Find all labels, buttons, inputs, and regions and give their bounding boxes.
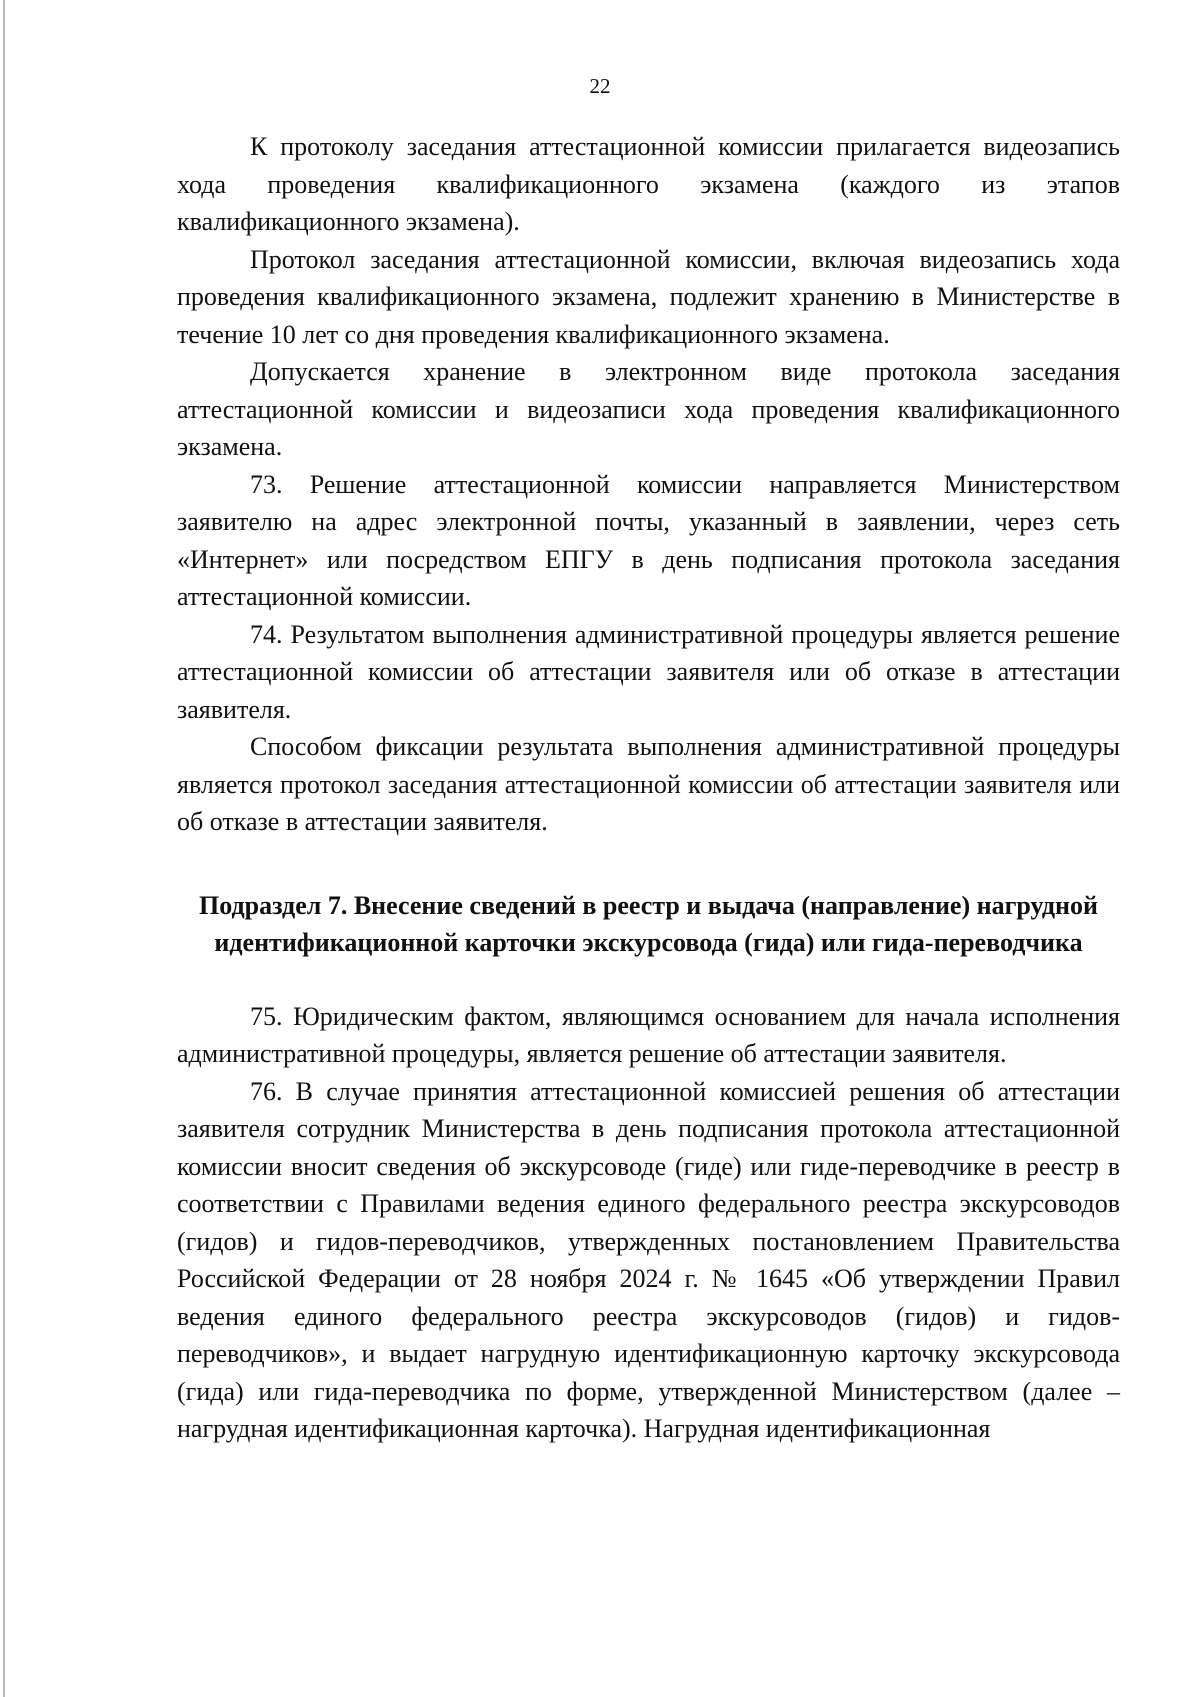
paragraph-electronic-storage: Допускается хранение в электронном виде протокола заседания аттестационной комиссии и видеозаписи хода проведения квалификационного экзамена.: [177, 357, 1120, 461]
paragraph-75: 75. Юридическим фактом, являющимся основанием для начала исполнения административной процедуры, является решение об аттестации заявителя.: [177, 1001, 1120, 1068]
paragraph-76: 76. В случае принятия аттестационной комиссией решения об аттестации заявителя сотрудник Министерства в день подписания протокола аттестационной комиссии вносит сведения об экскурсоводе (гиде) или гиде-переводчике в реестр в соответствии с Правилами ведения единого федерального реестра экскурсоводов (гидов) и гидов-переводчиков, утвержденных постановлением Правительства Российской Федерации от 28 ноября 2024 г. № 1645 «Об утверждении Правил ведения единого федерального реестра экскурсоводов (гидов) и гидов-переводчиков», и выдает нагрудную идентификационную карточку экскурсовода (гида) или гида-переводчика по форме, утвержденной Министерством (далее – нагрудная идентификационная карточка). Нагрудная идентификационная: [177, 1076, 1120, 1443]
paragraph-protocol-video: К протоколу заседания аттестационной комиссии прилагается видеозапись хода проведения квалификационного экзамена (каждого из этапов квалификационного экзамена).: [177, 132, 1120, 236]
paragraph-73: 73. Решение аттестационной комиссии направляется Министерством заявителю на адрес электронной почты, указанный в заявлении, через сеть «Интернет» или посредством ЕПГУ в день подписания протокола заседания аттестационной комиссии.: [177, 469, 1120, 611]
document-body: [177, 128, 1120, 1448]
subsection-heading: Подраздел 7. Внесение сведений в реестр и выдача (направление) нагрудной идентификационной карточки экскурсовода (гида) или гида-переводчика: [198, 890, 1099, 957]
scan-edge-line: [3, 0, 5, 1697]
paragraph-74: 74. Результатом выполнения административной процедуры является решение аттестационной комиссии об аттестации заявителя или об отказе в аттестации заявителя.: [177, 619, 1120, 724]
paragraph-fixation-method: Способом фиксации результата выполнения административной процедуры является протокол заседания аттестационной комиссии об аттестации заявителя или об отказе в аттестации заявителя.: [177, 732, 1120, 836]
paragraph-protocol-storage: Протокол заседания аттестационной комиссии, включая видеозапись хода проведения квалификационного экзамена, подлежит хранению в Министерстве в течение 10 лет со дня проведения квалификационного экзамена.: [177, 244, 1120, 349]
page-number: 22: [589, 74, 611, 98]
